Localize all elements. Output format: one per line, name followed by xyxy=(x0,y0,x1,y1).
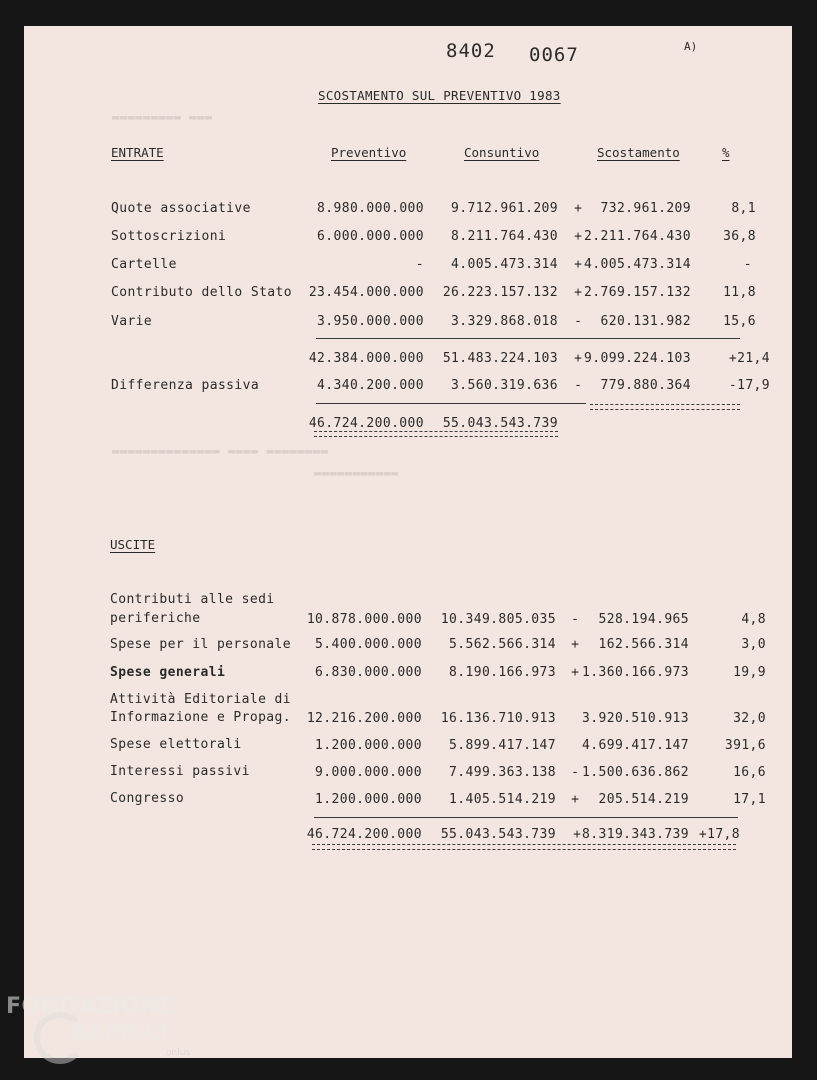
section-heading-entrate: ENTRATE xyxy=(111,145,164,160)
cell-consuntivo: 55.043.543.739 xyxy=(442,416,558,431)
cell-consuntivo: 16.136.710.913 xyxy=(440,711,556,726)
cell-consuntivo: 3.329.868.018 xyxy=(451,314,558,329)
document-page xyxy=(24,26,792,1058)
cell-consuntivo: 5.899.417.147 xyxy=(449,738,556,753)
row-label-line1: Spese elettorali xyxy=(110,737,242,752)
cell-percent: +17,8 xyxy=(698,827,740,842)
watermark-sub: onlus xyxy=(166,1048,191,1058)
cell-consuntivo: 8.211.764.430 xyxy=(451,229,558,244)
cell-percent: 16,6 xyxy=(733,765,766,780)
row-label-line1: Spese per il personale xyxy=(110,637,291,652)
cell-scostamento: 620.131.982 xyxy=(600,314,691,329)
cell-consuntivo: 3.560.319.636 xyxy=(451,378,558,393)
section-heading-uscite: USCITE xyxy=(110,537,156,552)
cell-preventivo: 23.454.000.000 xyxy=(308,285,424,300)
cell-scostamento: 4.699.417.147 xyxy=(582,738,689,753)
cell-sign: + xyxy=(571,665,579,680)
cell-sign: + xyxy=(574,285,582,300)
cell-preventivo: 46.724.200.000 xyxy=(306,827,422,842)
row-label-line1: Contributi alle sedi xyxy=(110,592,275,607)
cell-scostamento: 9.099.224.103 xyxy=(584,351,691,366)
cell-percent: +21,4 xyxy=(728,351,770,366)
sum-rule xyxy=(314,817,738,818)
cell-percent: 4,8 xyxy=(741,612,766,627)
cell-scostamento: 1.360.166.973 xyxy=(582,665,689,680)
cell-preventivo: 3.950.000.000 xyxy=(317,314,424,329)
cell-preventivo: 12.216.200.000 xyxy=(306,711,422,726)
page-mark: A) xyxy=(684,40,698,53)
double-rule xyxy=(590,404,740,410)
column-header-preventivo: Preventivo xyxy=(331,145,407,160)
column-header-scostamento: Scostamento xyxy=(597,145,680,160)
cell-consuntivo: 10.349.805.035 xyxy=(440,612,556,627)
cell-consuntivo: 4.005.473.314 xyxy=(451,257,558,272)
cell-preventivo: 1.200.000.000 xyxy=(315,792,422,807)
cell-consuntivo: 55.043.543.739 xyxy=(440,827,556,842)
cell-percent: -17,9 xyxy=(728,378,770,393)
cell-scostamento: 779.880.364 xyxy=(600,378,691,393)
cell-sign: - xyxy=(571,765,579,780)
cell-preventivo: 6.830.000.000 xyxy=(315,665,422,680)
cell-scostamento: 1.500.636.862 xyxy=(582,765,689,780)
cell-preventivo: 10.878.000.000 xyxy=(306,612,422,627)
cell-sign: - xyxy=(574,378,582,393)
cell-sign: + xyxy=(571,637,579,652)
cell-scostamento: 205.514.219 xyxy=(598,792,689,807)
cell-consuntivo: 51.483.224.103 xyxy=(442,351,558,366)
archive-watermark xyxy=(6,990,216,1070)
column-header-percent: % xyxy=(722,145,730,160)
cell-sign: - xyxy=(574,314,582,329)
page-title: SCOSTAMENTO SUL PREVENTIVO 1983 xyxy=(318,88,561,103)
row-label: Quote associative xyxy=(111,201,251,216)
cell-percent: 19,9 xyxy=(733,665,766,680)
cell-preventivo: 42.384.000.000 xyxy=(308,351,424,366)
cell-percent: 36,8 xyxy=(723,229,756,244)
cell-sign: + xyxy=(574,351,582,366)
cell-percent: 17,1 xyxy=(733,792,766,807)
row-label-line2: Informazione e Propag. xyxy=(110,710,291,725)
cell-preventivo: 1.200.000.000 xyxy=(315,738,422,753)
cell-preventivo: 9.000.000.000 xyxy=(315,765,422,780)
row-label: Contributo dello Stato xyxy=(111,285,292,300)
cell-consuntivo: 9.712.961.209 xyxy=(451,201,558,216)
cell-preventivo: 5.400.000.000 xyxy=(315,637,422,652)
row-label-line1: Attività Editoriale di xyxy=(110,692,291,707)
document-code-b: 0067 xyxy=(529,44,579,66)
double-rule xyxy=(312,844,736,850)
cell-preventivo: 6.000.000.000 xyxy=(317,229,424,244)
bleed-through-text: ▬▬▬▬▬▬▬▬▬▬▬▬▬▬ ▬▬▬▬ ▬▬▬▬▬▬▬▬ xyxy=(112,444,329,458)
cell-preventivo: - xyxy=(415,257,424,272)
row-label: Sottoscrizioni xyxy=(111,229,227,244)
row-label-line1: Interessi passivi xyxy=(110,764,250,779)
cell-consuntivo: 1.405.514.219 xyxy=(449,792,556,807)
cell-consuntivo: 8.190.166.973 xyxy=(449,665,556,680)
sum-rule xyxy=(316,338,740,339)
cell-preventivo: 46.724.200.000 xyxy=(308,416,424,431)
cell-percent: - xyxy=(743,257,752,272)
cell-scostamento: 162.566.314 xyxy=(598,637,689,652)
column-header-consuntivo: Consuntivo xyxy=(464,145,540,160)
cell-scostamento: 4.005.473.314 xyxy=(584,257,691,272)
bleed-through-text: ▬▬▬▬▬▬▬▬▬▬▬ xyxy=(314,466,399,480)
cell-consuntivo: 5.562.566.314 xyxy=(449,637,556,652)
cell-scostamento: 2.211.764.430 xyxy=(584,229,691,244)
cell-sign: + xyxy=(574,201,582,216)
row-label: Varie xyxy=(111,314,153,329)
cell-consuntivo: 26.223.157.132 xyxy=(442,285,558,300)
row-label: Cartelle xyxy=(111,257,177,272)
bleed-through-text: ▬▬▬▬▬▬▬▬▬ ▬▬▬ xyxy=(112,110,213,124)
cell-sign: + xyxy=(574,257,582,272)
cell-percent: 32,0 xyxy=(733,711,766,726)
cell-scostamento: 528.194.965 xyxy=(598,612,689,627)
watermark-line2: RAMSCI xyxy=(70,1020,170,1045)
cell-percent: 15,6 xyxy=(723,314,756,329)
cell-consuntivo: 7.499.363.138 xyxy=(449,765,556,780)
cell-sign: + xyxy=(574,229,582,244)
cell-scostamento: 8.319.343.739 xyxy=(582,827,689,842)
cell-sign: + xyxy=(571,792,579,807)
cell-scostamento: 732.961.209 xyxy=(600,201,691,216)
cell-scostamento: 2.769.157.132 xyxy=(584,285,691,300)
cell-percent: 3,0 xyxy=(741,637,766,652)
document-code-a: 8402 xyxy=(446,40,496,62)
sum-rule xyxy=(316,403,586,404)
cell-preventivo: 8.980.000.000 xyxy=(317,201,424,216)
cell-percent: 11,8 xyxy=(723,285,756,300)
cell-percent: 8,1 xyxy=(731,201,756,216)
cell-sign: - xyxy=(571,612,579,627)
cell-preventivo: 4.340.200.000 xyxy=(317,378,424,393)
row-label-line1: Spese generali xyxy=(110,665,226,680)
cell-percent: 391,6 xyxy=(724,738,766,753)
watermark-line1: FONDAZIONE xyxy=(6,994,175,1019)
double-rule xyxy=(314,431,558,437)
row-label-line1: Congresso xyxy=(110,791,185,806)
row-label-line2: periferiche xyxy=(110,611,201,626)
cell-sign: + xyxy=(573,827,581,842)
row-label: Differenza passiva xyxy=(111,378,260,393)
cell-scostamento: 3.920.510.913 xyxy=(582,711,689,726)
